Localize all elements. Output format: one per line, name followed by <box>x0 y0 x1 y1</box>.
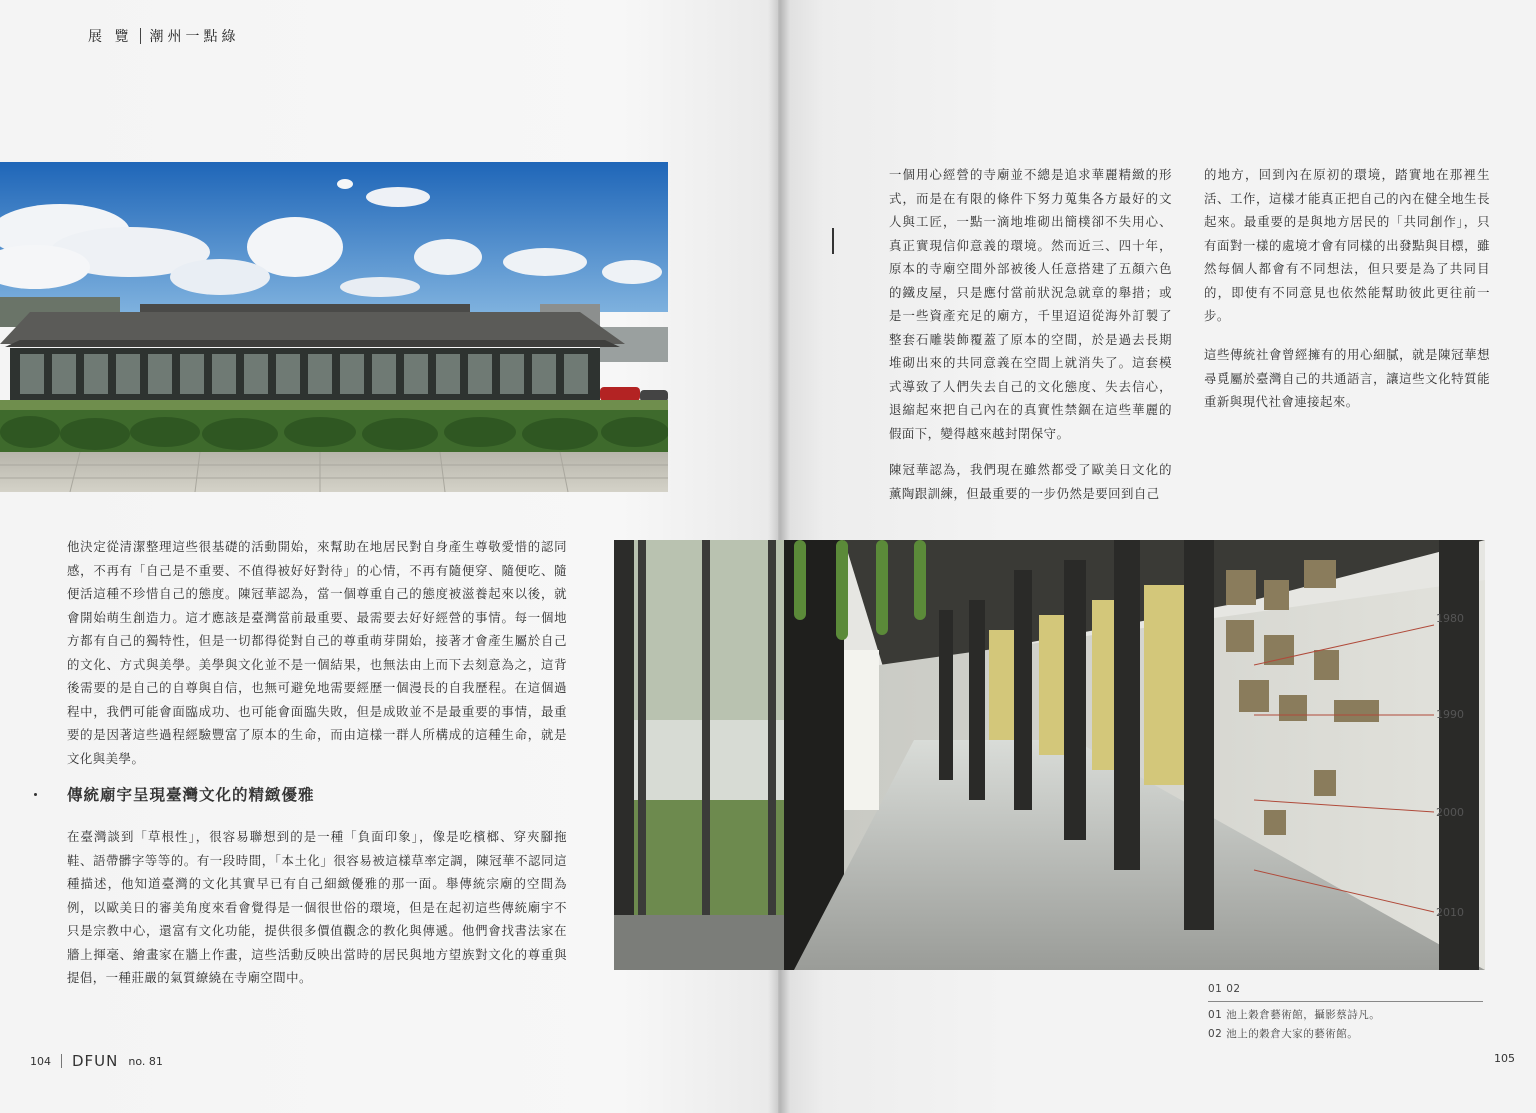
paragraph-text: 一個用心經營的寺廟並不總是追求華麗精緻的形式，而是在有限的條件下努力蒐集各方最好的文人與工匠，一點一滴地堆砌出簡樸卻不失用心、真正實現信仰意義的環境。然而近三、四十年，原本的寺廟空間外部被後人任意搭建了五顏六色的鐵皮屋，只是應付當前狀況急就章的舉措；或是一些資產充足的廟方，千里迢迢從海外訂製了整套石雕裝飾覆蓋了原本的空間，於是過去長期堆砌出來的共同意義在空間上就消失了。這套模式導致了人們失去自己的文化態度、失去信心，退縮起來把自己內在的真實性禁錮在這些華麗的假面下，變得越來越封閉保守。 <box>889 167 1172 441</box>
margin-mark <box>832 228 834 254</box>
right-column-1-continued <box>889 458 1172 505</box>
paragraph-text: 在臺灣談到「草根性」，很容易聯想到的是一種「負面印象」，像是吃檳榔、穿夾腳拖鞋、語帶髒字等等的。有一段時間，「本土化」很容易被這樣草率定調，陳冠華不認同這種描述，他知道臺灣的文化其實早已有自己細緻優雅的那一面。舉傳統宗廟的空間為例，以歐美日的審美角度來看會覺得是一個很世俗的環境，但是在起初這些傳統廟宇不只是宗教中心，還富有文化功能，提供很多價值觀念的教化與傳遞。他們會找書法家在牆上揮毫、繪畫家在牆上作畫，這些活動反映出當時的居民與地方望族對文化的尊重與提倡，一種莊嚴的氣質繚繞在寺廟空間中。 <box>67 829 567 985</box>
header-divider <box>140 28 141 44</box>
paragraph-text: 這些傳統社會曾經擁有的用心細膩，就是陳冠華想尋覓屬於臺灣自己的共通語言，讓這些文化特質能重新與現代社會連接起來。 <box>1204 347 1490 409</box>
left-page-number: 104 <box>30 1054 51 1068</box>
section-label: 展 覽 <box>88 29 133 45</box>
left-paragraph-2 <box>67 825 567 990</box>
timeline-year-1: 1980 <box>1436 612 1464 625</box>
photo-granary-exterior <box>0 162 668 492</box>
right-column-2-continued <box>1204 343 1490 414</box>
caption-labels: 01 02 <box>1208 983 1241 995</box>
paragraph-text: 陳冠華認為，我們現在雖然都受了歐美日文化的薰陶跟訓練，但最重要的一步仍然是要回到自己 <box>889 462 1172 501</box>
bullet-mark <box>34 793 37 796</box>
granary-exterior-image <box>0 162 668 492</box>
footer-divider <box>61 1054 62 1068</box>
timeline-year-2: 1990 <box>1436 708 1464 721</box>
paragraph-text: 他決定從清潔整理這些很基礎的活動開始，來幫助在地居民對自身產生尊敬愛惜的認同感，不再有「自己是不重要、不值得被好好對待」的心情，不再有隨便穿、隨便吃、隨便活這種不珍惜自己的態度。陳冠華認為，當一個尊重自己的態度被滋養起來以後，就會開始萌生創造力。這才應該是臺灣當前最重要、最需要去好好經營的事情。每一個地方都有自己的獨特性，但是一切都得從對自己的尊重萌芽開始，接著才會產生屬於自己的文化、方式與美學。美學與文化並不是一個結果，也無法由上而下去刻意為之，這背後需要的是自己的自尊與自信，也無可避免地需要經歷一個漫長的自我歷程。在這個過程中，我們可能會面臨成功、也可能會面臨失敗，但是成敗並不是最重要的事情，最重要的是因著這些過程經驗豐富了原本的生命，而由這樣一群人所構成的這種生命，就是文化與美學。 <box>67 539 567 766</box>
section-title: 潮州一點綠 <box>149 29 240 45</box>
right-column-2 <box>1204 163 1490 328</box>
section-heading: 傳統廟宇呈現臺灣文化的精緻優雅 <box>67 786 315 804</box>
right-column-1 <box>889 163 1172 445</box>
left-paragraph-1 <box>67 535 567 770</box>
paragraph-text: 的地方，回到內在原初的環境，踏實地在那裡生活、工作，這樣才能真正把自己的內在健全地生長起來。最重要的是與地方居民的「共同創作」，只有面對一樣的處境才會有同樣的出發點與目標，雖然每個人都會有不同想法，但只要是為了共同目的，即使有不同意見也依然能幫助彼此更往前一步。 <box>1204 167 1490 323</box>
caption-02: 02 池上的穀倉大家的藝術館。 <box>1208 1028 1359 1040</box>
timeline-year-4: 2010 <box>1436 906 1464 919</box>
gallery-corridor-image <box>614 540 1485 970</box>
timeline-year-3: 2000 <box>1436 806 1464 819</box>
photo-captions <box>1208 980 1483 1044</box>
photo-gallery-corridor <box>614 540 1485 970</box>
magazine-brand: DFUN <box>72 1052 119 1070</box>
issue-number: no. 81 <box>128 1054 163 1068</box>
caption-01: 01 池上穀倉藝術館，攝影蔡詩凡。 <box>1208 1009 1381 1021</box>
caption-rule <box>1208 1001 1483 1002</box>
right-page-number: 105 <box>1494 1052 1515 1065</box>
section-header <box>88 26 239 46</box>
left-footer <box>30 1052 163 1070</box>
